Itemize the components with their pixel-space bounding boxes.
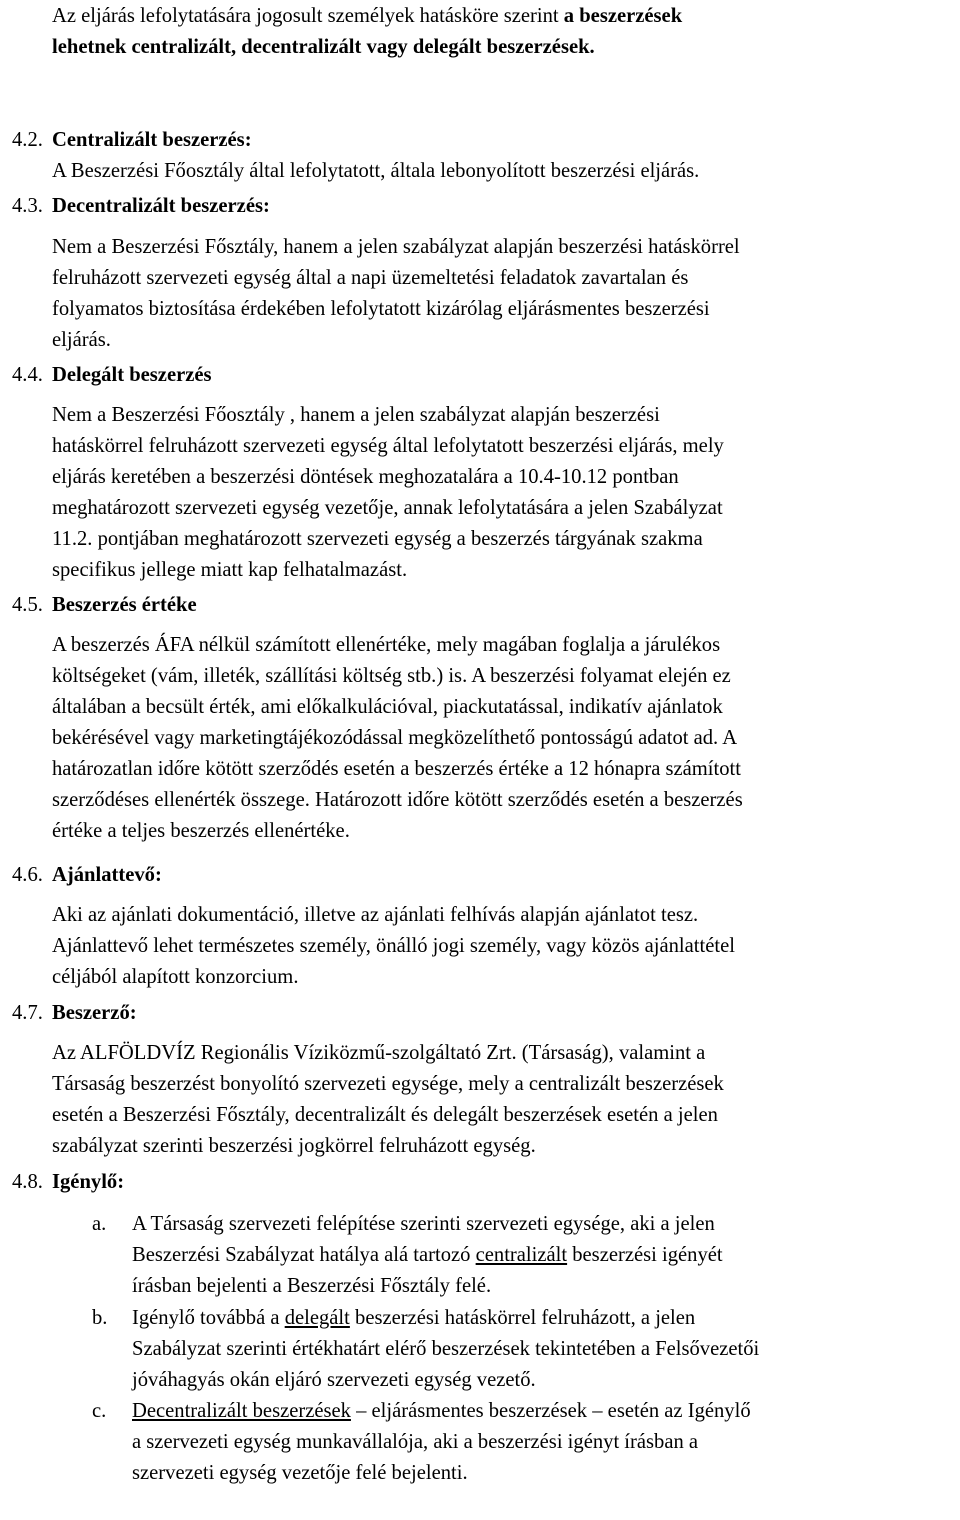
underlined-term: Decentralizált beszerzések [132,1400,351,1422]
section-4-5-body-line: értéke a teljes beszerzés ellenértéke. [52,820,350,842]
list-item-b-line: Igénylő továbbá a delegált beszerzési hatáskörrel felruházott, a jelen [132,1307,696,1329]
list-item-a-line: írásban bejelenti a Beszerzési Fősztály felé. [132,1275,492,1297]
section-4-6-number: 4.6. [12,864,43,886]
list-item-c-line: a szervezeti egység munkavállalója, aki a beszerzési igényt írásban a [132,1431,699,1453]
section-4-5-body-line: bekérésével vagy marketingtájékozódással megközelíthető pontosságú adatot ad. A [52,727,738,749]
section-4-3-title: Decentralizált beszerzés: [52,195,270,217]
section-4-8-number: 4.8. [12,1171,43,1193]
section-4-2-number: 4.2. [12,129,43,151]
section-4-6-title: Ajánlattevő: [52,864,162,886]
section-4-7-title: Beszerző: [52,1002,137,1024]
list-item-c-line: szervezeti egység vezetője felé bejelenti. [132,1462,468,1484]
section-4-3-number: 4.3. [12,195,43,217]
section-4-2-title: Centralizált beszerzés: [52,129,252,151]
section-4-2-body: A Beszerzési Főosztály által lefolytatott, általa lebonyolított beszerzési eljárás. [52,160,700,182]
list-item-b-line: jóváhagyás okán eljáró szervezeti egység vezető. [132,1369,536,1391]
underlined-term: delegált [284,1307,350,1329]
list-item-c-line: Decentralizált beszerzések – eljárásmentes beszerzések – esetén az Igénylő [132,1400,751,1422]
section-4-4-body-line: specifikus jellege miatt kap felhatalmazást. [52,559,408,581]
intro-line-1 [52,6,682,27]
list-marker-c: c. [92,1400,107,1422]
section-4-3-body-line: eljárás. [52,329,111,351]
section-4-7-body-line: Társaság beszerzést bonyolító szervezeti egysége, mely a centralizált beszerzések [52,1073,724,1095]
section-4-5-body-line: határozatlan időre kötött szerződés esetén a beszerzés értéke a 12 hónapra számított [52,758,741,780]
section-4-5-body-line: A beszerzés ÁFA nélkül számított ellenértéke, mely magában foglalja a járulékos [52,634,721,656]
intro-bold-text-2: lehetnek centralizált, decentralizált vagy delegált beszerzések. [52,36,595,58]
section-4-3-body-line: folyamatos biztosítása érdekében lefolytatott kizárólag eljárásmentes beszerzési [52,298,710,320]
section-4-7-body-line: esetén a Beszerzési Fősztály, decentralizált és delegált beszerzések esetén a jelen [52,1104,718,1126]
section-4-5-body-line: szerződéses ellenérték összege. Határozott időre kötött szerződés esetén a beszerzés [52,789,743,811]
section-4-4-body-line: Nem a Beszerzési Főosztály , hanem a jelen szabályzat alapján beszerzési [52,404,660,426]
section-4-4-body-line: eljárás keretében a beszerzési döntések meghozatalára a 10.4-10.12 pontban [52,466,679,488]
section-4-6-body-line: Ajánlattevő lehet természetes személy, önálló jogi személy, vagy közös ajánlattétel [52,935,735,957]
section-4-7-body-line: Az ALFÖLDVÍZ Regionális Víziközmű-szolgáltató Zrt. (Társaság), valamint a [52,1042,706,1064]
list-item-a-line: Beszerzési Szabályzat hatálya alá tartozó centralizált beszerzési igényét [132,1244,723,1266]
section-4-4-body-line: hatáskörrel felruházott szervezeti egység által lefolytatott beszerzési eljárás, mely [52,435,724,457]
underlined-term: centralizált [475,1244,568,1266]
section-4-4-body-line: 11.2. pontjában meghatározott szervezeti egység a beszerzés tárgyának szakma [52,528,703,550]
section-4-4-title: Delegált beszerzés [52,364,212,386]
list-marker-b: b. [92,1307,108,1329]
intro-bold-text: a beszerzések [563,5,683,27]
section-4-4-number: 4.4. [12,364,43,386]
list-marker-a: a. [92,1213,107,1235]
section-4-5-number: 4.5. [12,594,43,616]
section-4-8-title: Igénylő: [52,1171,125,1193]
list-item-b-line: Szabályzat szerinti értékhatárt elérő beszerzések tekintetében a Felsővezetői [132,1338,760,1360]
section-4-3-body-line: felruházott szervezeti egység által a napi üzemeltetési feladatok zavartalan és [52,267,689,289]
intro-line-2 [52,37,595,58]
section-4-7-body-line: szabályzat szerinti beszerzési jogkörrel felruházott egység. [52,1135,536,1157]
section-4-4-body-line: meghatározott szervezeti egység vezetője, annak lefolytatására a jelen Szabályzat [52,497,723,519]
section-4-5-body-line: költségeket (vám, illeték, szállítási költség stb.) is. A beszerzési folyamat elején ez [52,665,731,687]
section-4-6-body-line: céljából alapított konzorcium. [52,966,299,988]
list-item-a-line: A Társaság szervezeti felépítése szerinti szervezeti egysége, aki a jelen [132,1213,715,1235]
section-4-5-title: Beszerzés értéke [52,594,197,616]
section-4-6-body-line: Aki az ajánlati dokumentáció, illetve az ajánlati felhívás alapján ajánlatot tesz. [52,904,699,926]
intro-text: Az eljárás lefolytatására jogosult személyek hatásköre szerint [52,5,564,27]
section-4-3-body-line: Nem a Beszerzési Fősztály, hanem a jelen szabályzat alapján beszerzési hatáskörrel [52,236,740,258]
section-4-7-number: 4.7. [12,1002,43,1024]
section-4-5-body-line: általában a becsült érték, ami előkalkulációval, piackutatással, indikatív ajánlatok [52,696,723,718]
